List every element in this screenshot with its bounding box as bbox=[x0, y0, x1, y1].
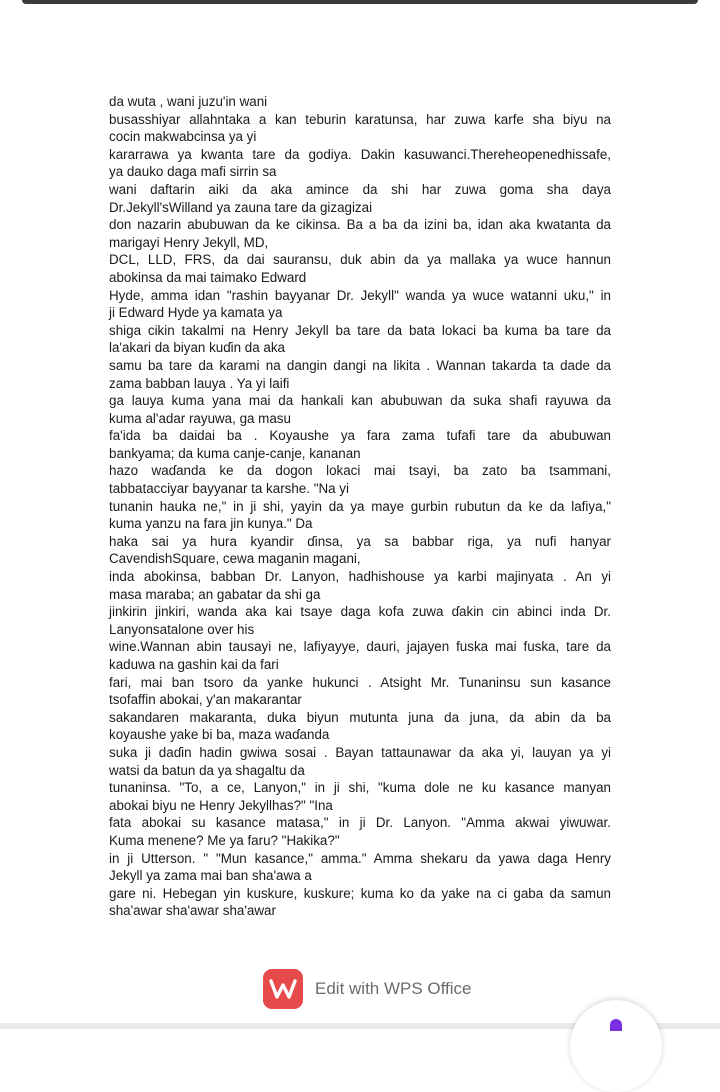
text-line: ya dauko daga mafi sirrin sa bbox=[109, 164, 277, 180]
text-line: koyaushe yake bi ba, maza waɗanda bbox=[109, 727, 330, 743]
text-line: tsofaffin abokai, y'an makarantar bbox=[109, 692, 302, 708]
text-line: jinkirin jinkiri, wanda aka kai tsaye daga kofa zuwa ɗakin cin abinci inda Dr. bbox=[109, 604, 611, 620]
text-line: suka ji daɗin hadin gwiwa sosai . Bayan tattaunawar da aka yi, lauyan ya yi bbox=[109, 744, 611, 760]
text-line: samu ba tare da karami na dangin dangi na likita . Wannan takarda ta dade da bbox=[109, 357, 611, 373]
text-line: kuma yanzu na fara jin kunya." Da bbox=[109, 516, 313, 532]
text-line: CavendishSquare, cewa maganin magani, bbox=[109, 551, 361, 567]
floating-assistant-button[interactable] bbox=[570, 1000, 662, 1092]
text-line: ga lauya kuma yana mai da hankali kan abubuwan da suka shafi rayuwa da bbox=[109, 393, 611, 409]
text-line: ji Edward Hyde ya kamata ya bbox=[109, 305, 283, 321]
text-line: tabbatacciyar bayyanar ta karshe. "Na yi bbox=[109, 481, 349, 497]
text-line: sha'awar sha'awar sha'awar bbox=[109, 903, 276, 919]
text-line: Jekyll ya zama mai ban sha'awa a bbox=[109, 868, 312, 884]
text-line: in ji Utterson. " "Mun kasance," amma." Amma shekaru da yawa daga Henry bbox=[109, 850, 611, 866]
text-line: zama babban lauya . Ya yi laifi bbox=[109, 375, 290, 391]
top-toolbar bbox=[22, 0, 698, 4]
text-line: haka sai ya hura kyandir ɗinsa, ya sa babbar riga, ya nufi hanyar bbox=[109, 533, 611, 549]
text-line: abokai biyu ne Henry Jekyllhas?" "Ina bbox=[109, 797, 333, 813]
text-line: wine.Wannan abin tausayi ne, lafiyayye, dauri, jajayen fuska mai fuska, tare da bbox=[109, 639, 611, 655]
text-line: bankyama; da kuma canje-canje, kananan bbox=[109, 445, 361, 461]
text-line: wani daftarin aiki da aka amince da shi har zuwa goma sha daya bbox=[109, 181, 611, 197]
text-line: kuma al'adar rayuwa, ga masu bbox=[109, 410, 291, 426]
text-line: tunanin hauka ne," in ji shi, yayin da ya maye gurbin rubutun da ke da lafiya," bbox=[109, 498, 611, 514]
wps-office-icon bbox=[263, 969, 303, 1009]
text-line: inda abokinsa, babban Dr. Lanyon, hadhishouse ya karbi majinyata . An yi bbox=[109, 569, 611, 585]
text-line: da wuta , wani juzu'in wani bbox=[109, 94, 268, 109]
text-line: fari, mai ban tsoro da yanke hukunci . Atsight Mr. Tunaninsu sun kasance bbox=[109, 674, 611, 690]
text-line: Lanyonsatalone over his bbox=[109, 621, 255, 637]
text-line: hazo waɗanda ke da dogon lokaci mai tsayi, ba zato ba tsammani, bbox=[109, 463, 611, 479]
text-line: kaduwa na gashin kai da fari bbox=[109, 657, 279, 672]
text-line: busasshiyar allahntaka a kan teburin karatunsa, har zuwa karfe sha biyu na bbox=[109, 111, 611, 127]
text-line: Dr.Jekyll'sWilland ya zauna tare da gizagizai bbox=[109, 199, 373, 215]
text-line: marigayi Henry Jekyll, MD, bbox=[109, 234, 269, 250]
text-line: gare ni. Hebegan yin kuskure, kuskure; kuma ko da yake na ci gaba da samun bbox=[109, 885, 611, 901]
text-line: shiga cikin takalmi na Henry Jekyll ba tare da bata lokaci ba kuma ba tare da bbox=[109, 322, 611, 338]
text-line: kararrawa ya kwanta tare da godiya. Dakin kasuwanci.Thereheopenedhissafe, bbox=[109, 146, 611, 162]
edit-with-wps-banner[interactable] bbox=[263, 969, 472, 1009]
text-line: la'akari da biyan kuɗin da aka bbox=[109, 340, 286, 356]
assistant-icon bbox=[610, 1019, 622, 1031]
text-line: Kuma menene? Me ya faru? "Hakika?" bbox=[109, 832, 340, 848]
text-line: DCL, LLD, FRS, da dai sauransu, duk abin da ya mallaka ya wuce hannun bbox=[109, 252, 611, 268]
text-line: Hyde, amma idan "rashin bayyanar Dr. Jekyll" wanda ya wuce watanni uku," in bbox=[109, 287, 611, 303]
text-line: watsi da batun da ya shagaltu da bbox=[109, 762, 305, 778]
text-line: masa maraba; an gabatar da shi ga bbox=[109, 586, 321, 602]
text-line: fa'ida ba daidai ba . Koyaushe ya fara zama tufafi tare da abubuwan bbox=[109, 428, 611, 444]
text-line: cocin makwabcinsa ya yi bbox=[109, 129, 257, 145]
text-line: tunaninsa. "To, a ce, Lanyon," in ji shi, "kuma dole ne ku kasance manyan bbox=[109, 780, 611, 796]
text-line: abokinsa da mai taimako Edward bbox=[109, 269, 307, 285]
text-line: sakandaren makaranta, duka biyun mutunta juna da juna, da abin da ba bbox=[109, 709, 611, 725]
text-line: fata abokai su kasance matasa," in ji Dr. Lanyon. "Amma akwai yiwuwar. bbox=[109, 815, 611, 831]
document-body bbox=[109, 93, 611, 920]
text-line: don nazarin abubuwan da ke cikinsa. Ba a ba da izini ba, idan aka kwatanta da bbox=[109, 217, 611, 233]
edit-with-wps-label[interactable]: Edit with WPS Office bbox=[315, 979, 472, 998]
